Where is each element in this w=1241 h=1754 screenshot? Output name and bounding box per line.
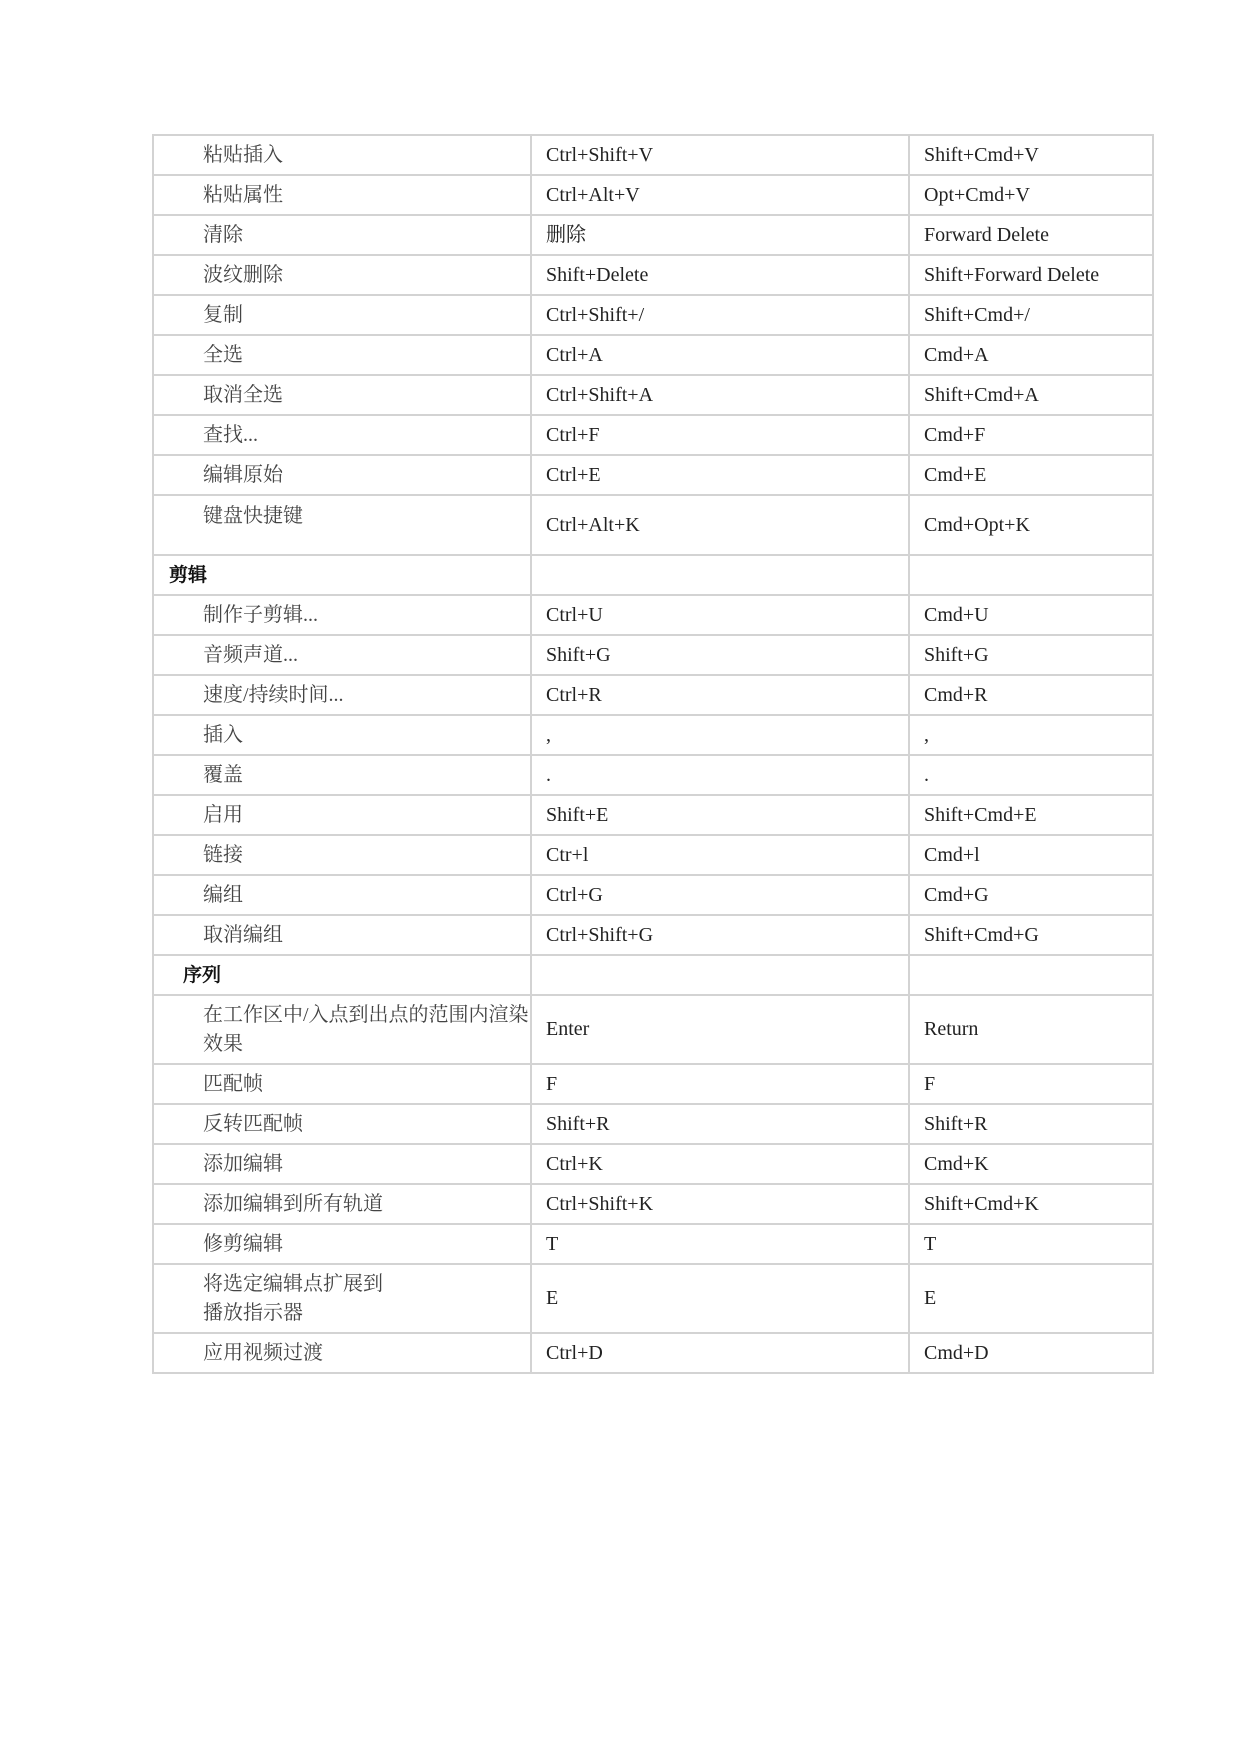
table-row	[153, 875, 1153, 915]
windows-shortcut: Ctrl+F	[531, 415, 909, 455]
command-name: 添加编辑到所有轨道	[153, 1184, 531, 1224]
command-name: 速度/持续时间...	[153, 675, 531, 715]
empty-cell	[531, 555, 909, 595]
windows-shortcut: Ctr+l	[531, 835, 909, 875]
command-name: 键盘快捷键	[153, 495, 531, 555]
mac-shortcut: Shift+Cmd+K	[909, 1184, 1153, 1224]
command-name: 粘贴属性	[153, 175, 531, 215]
windows-shortcut: Ctrl+G	[531, 875, 909, 915]
table-row	[153, 495, 1153, 555]
windows-shortcut: F	[531, 1064, 909, 1104]
windows-shortcut: Shift+G	[531, 635, 909, 675]
windows-shortcut: Ctrl+K	[531, 1144, 909, 1184]
command-name: 取消编组	[153, 915, 531, 955]
windows-shortcut: Shift+R	[531, 1104, 909, 1144]
mac-shortcut: T	[909, 1224, 1153, 1264]
table-row	[153, 295, 1153, 335]
command-name: 启用	[153, 795, 531, 835]
mac-shortcut: Cmd+R	[909, 675, 1153, 715]
mac-shortcut: Cmd+U	[909, 595, 1153, 635]
command-name: 插入	[153, 715, 531, 755]
command-name: 将选定编辑点扩展到播放指示器	[153, 1264, 531, 1333]
mac-shortcut: Cmd+F	[909, 415, 1153, 455]
command-name: 查找...	[153, 415, 531, 455]
mac-shortcut: Cmd+Opt+K	[909, 495, 1153, 555]
table-row	[153, 635, 1153, 675]
empty-cell	[531, 955, 909, 995]
command-name: 覆盖	[153, 755, 531, 795]
table-row	[153, 995, 1153, 1064]
windows-shortcut: ,	[531, 715, 909, 755]
windows-shortcut: Ctrl+Shift+V	[531, 135, 909, 175]
table-row	[153, 795, 1153, 835]
table-row	[153, 255, 1153, 295]
section-row	[153, 555, 1153, 595]
mac-shortcut: Shift+Cmd+A	[909, 375, 1153, 415]
mac-shortcut: Return	[909, 995, 1153, 1064]
command-name: 取消全选	[153, 375, 531, 415]
command-name: 应用视频过渡	[153, 1333, 531, 1373]
mac-shortcut: Cmd+G	[909, 875, 1153, 915]
command-name: 复制	[153, 295, 531, 335]
command-name: 反转匹配帧	[153, 1104, 531, 1144]
section-title: 序列	[153, 955, 531, 995]
table-row	[153, 595, 1153, 635]
table-row	[153, 755, 1153, 795]
shortcut-table	[152, 134, 1154, 1374]
mac-shortcut: Shift+Cmd+G	[909, 915, 1153, 955]
mac-shortcut: ,	[909, 715, 1153, 755]
windows-shortcut: Ctrl+Shift+A	[531, 375, 909, 415]
table-row	[153, 175, 1153, 215]
windows-shortcut: Ctrl+Shift+K	[531, 1184, 909, 1224]
command-name: 制作子剪辑...	[153, 595, 531, 635]
empty-cell	[909, 955, 1153, 995]
table-row	[153, 375, 1153, 415]
command-name: 粘贴插入	[153, 135, 531, 175]
shortcut-table-body	[153, 135, 1153, 1373]
command-name: 波纹删除	[153, 255, 531, 295]
mac-shortcut: Cmd+D	[909, 1333, 1153, 1373]
command-name: 音频声道...	[153, 635, 531, 675]
windows-shortcut: Ctrl+E	[531, 455, 909, 495]
mac-shortcut: Forward Delete	[909, 215, 1153, 255]
table-row	[153, 1333, 1153, 1373]
windows-shortcut: Ctrl+Shift+G	[531, 915, 909, 955]
command-name: 添加编辑	[153, 1144, 531, 1184]
windows-shortcut: .	[531, 755, 909, 795]
table-row	[153, 135, 1153, 175]
table-row	[153, 455, 1153, 495]
command-name: 清除	[153, 215, 531, 255]
table-row	[153, 1224, 1153, 1264]
command-name: 在工作区中/入点到出点的范围内渲染效果	[153, 995, 531, 1064]
mac-shortcut: Cmd+l	[909, 835, 1153, 875]
table-row	[153, 335, 1153, 375]
mac-shortcut: Cmd+E	[909, 455, 1153, 495]
table-row	[153, 1104, 1153, 1144]
mac-shortcut: Cmd+K	[909, 1144, 1153, 1184]
mac-shortcut: Opt+Cmd+V	[909, 175, 1153, 215]
windows-shortcut: Shift+Delete	[531, 255, 909, 295]
windows-shortcut: Ctrl+Alt+V	[531, 175, 909, 215]
table-row	[153, 1264, 1153, 1333]
windows-shortcut: T	[531, 1224, 909, 1264]
windows-shortcut: Ctrl+Shift+/	[531, 295, 909, 335]
mac-shortcut: Shift+Forward Delete	[909, 255, 1153, 295]
mac-shortcut: Shift+Cmd+V	[909, 135, 1153, 175]
empty-cell	[909, 555, 1153, 595]
command-name: 全选	[153, 335, 531, 375]
section-title: 剪辑	[153, 555, 531, 595]
table-row	[153, 915, 1153, 955]
table-row	[153, 1184, 1153, 1224]
windows-shortcut: Ctrl+R	[531, 675, 909, 715]
command-name: 编组	[153, 875, 531, 915]
windows-shortcut: Enter	[531, 995, 909, 1064]
mac-shortcut: E	[909, 1264, 1153, 1333]
table-row	[153, 415, 1153, 455]
mac-shortcut: Shift+G	[909, 635, 1153, 675]
mac-shortcut: Shift+R	[909, 1104, 1153, 1144]
mac-shortcut: .	[909, 755, 1153, 795]
table-row	[153, 1064, 1153, 1104]
table-row	[153, 1144, 1153, 1184]
command-name: 修剪编辑	[153, 1224, 531, 1264]
table-row	[153, 675, 1153, 715]
command-name: 匹配帧	[153, 1064, 531, 1104]
table-row	[153, 715, 1153, 755]
mac-shortcut: Cmd+A	[909, 335, 1153, 375]
mac-shortcut: Shift+Cmd+E	[909, 795, 1153, 835]
windows-shortcut: Ctrl+A	[531, 335, 909, 375]
mac-shortcut: F	[909, 1064, 1153, 1104]
windows-shortcut: 删除	[531, 215, 909, 255]
windows-shortcut: E	[531, 1264, 909, 1333]
windows-shortcut: Shift+E	[531, 795, 909, 835]
section-row	[153, 955, 1153, 995]
windows-shortcut: Ctrl+Alt+K	[531, 495, 909, 555]
command-name: 编辑原始	[153, 455, 531, 495]
table-row	[153, 215, 1153, 255]
windows-shortcut: Ctrl+U	[531, 595, 909, 635]
command-name: 链接	[153, 835, 531, 875]
mac-shortcut: Shift+Cmd+/	[909, 295, 1153, 335]
windows-shortcut: Ctrl+D	[531, 1333, 909, 1373]
table-row	[153, 835, 1153, 875]
